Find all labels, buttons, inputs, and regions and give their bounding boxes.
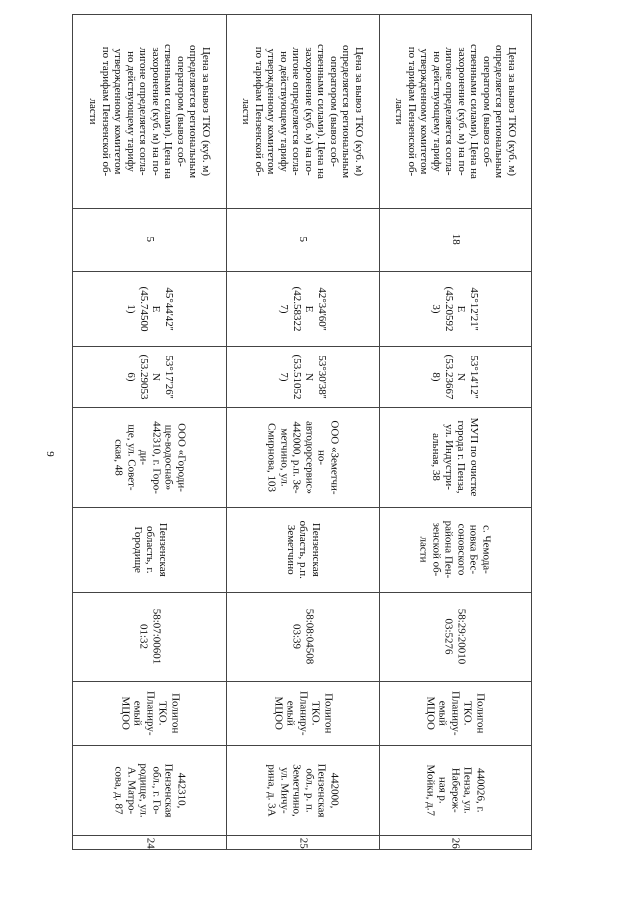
row-number: 24 bbox=[143, 837, 156, 849]
location-cell: Пензенская область, р.п. Земетчино bbox=[284, 520, 322, 579]
page-number: 9 bbox=[44, 451, 56, 457]
table-row bbox=[379, 15, 531, 851]
cadastral-cell: 58:07:00601 01:32 bbox=[137, 608, 162, 665]
location-cell: Пензенская область, г. Городище bbox=[131, 522, 169, 577]
operator-cell: ООО «Городи- ще-водоснаб» 442310, г. Горо- ди- ще, ул. Совет- ская, 48 bbox=[112, 420, 187, 494]
distance-cell: 18 bbox=[449, 234, 462, 245]
longitude-cell: 45°12'21'' E (45.20592 3) bbox=[430, 286, 480, 331]
table-row bbox=[226, 15, 379, 851]
object-cell: Полигон ТКО. Планиру- емый МЦОО bbox=[271, 690, 334, 736]
distance-cell: 5 bbox=[143, 236, 156, 243]
address-cell: 440026, г. Пенза, ул. Набереж- ная р. Мойки, д.7 bbox=[424, 764, 487, 816]
cadastral-cell: 58:08:04508 03:39 bbox=[290, 608, 315, 665]
row-number: 26 bbox=[449, 837, 462, 849]
distance-cell: 5 bbox=[296, 236, 309, 243]
object-cell: Полигон ТКО. Планиру- емый МЦОО bbox=[424, 690, 487, 736]
operator-cell: МУП по очистке города г. Пенза, ул. Индустри- альная, 38 bbox=[430, 417, 480, 497]
address-cell: 442000, Пензенская обл., р. п. Земетчино, ул. Мичу- рина, д. 3А bbox=[265, 763, 340, 817]
price-cell: Цена за вывоз ТКО (куб. м) определяется региональным оператором (вывоз соб- ственными силами). Цена на захоронение (куб. м) на по- лигоне определяется согла- но действующему тарифу утвержденному комитетом по тарифам Пензенской об- ласти bbox=[87, 44, 212, 179]
latitude-cell: 53°17'26'' N (53.29053 6) bbox=[125, 354, 175, 399]
row-number: 25 bbox=[296, 837, 309, 849]
location-cell: с. Чемода- новка Бес- соновского района Пен- зенской об- ласти bbox=[418, 520, 493, 579]
cadastral-cell: 58:29:20010 03:5276 bbox=[443, 608, 468, 665]
price-cell: Цена за вывоз ТКО (куб. м) определяется региональным оператором (вывоз соб- ственными силами). Цена на захоронение (куб. м) на по- лигоне определяется согла- но действующему тарифу утвержденному комитетом по тарифам Пензенской об- ласти bbox=[393, 44, 518, 179]
longitude-cell: 42°34'60'' E (42.58322 7) bbox=[278, 286, 328, 331]
waste-facility-table bbox=[72, 14, 532, 850]
operator-cell: ООО «Земетчи- но- автодорсервис» 442000, р.п. Зе- метчино, ул. Смирнова, 103 bbox=[265, 419, 340, 495]
price-cell: Цена за вывоз ТКО (куб. м) определяется региональным оператором (вывоз соб- ственными силами). Цена на захоронение (куб. м) на по- лигоне определяется согла- но действующему тарифу утвержденному комитетом по тарифам Пензенской об- ласти bbox=[240, 44, 365, 179]
longitude-cell: 45°44'42'' E (45.74500 1) bbox=[125, 286, 175, 331]
address-cell: 442310, Пензенская обл., г. Го- родище, ул. А. Матро- сова, д. 87 bbox=[112, 762, 187, 818]
latitude-cell: 53°14'12'' N (53.23667 8) bbox=[430, 354, 480, 399]
table-row bbox=[73, 15, 226, 851]
object-cell: Полигон ТКО. Планиру- емый МЦОО bbox=[118, 690, 181, 736]
latitude-cell: 53°30'38'' N (53.51052 7) bbox=[278, 354, 328, 399]
